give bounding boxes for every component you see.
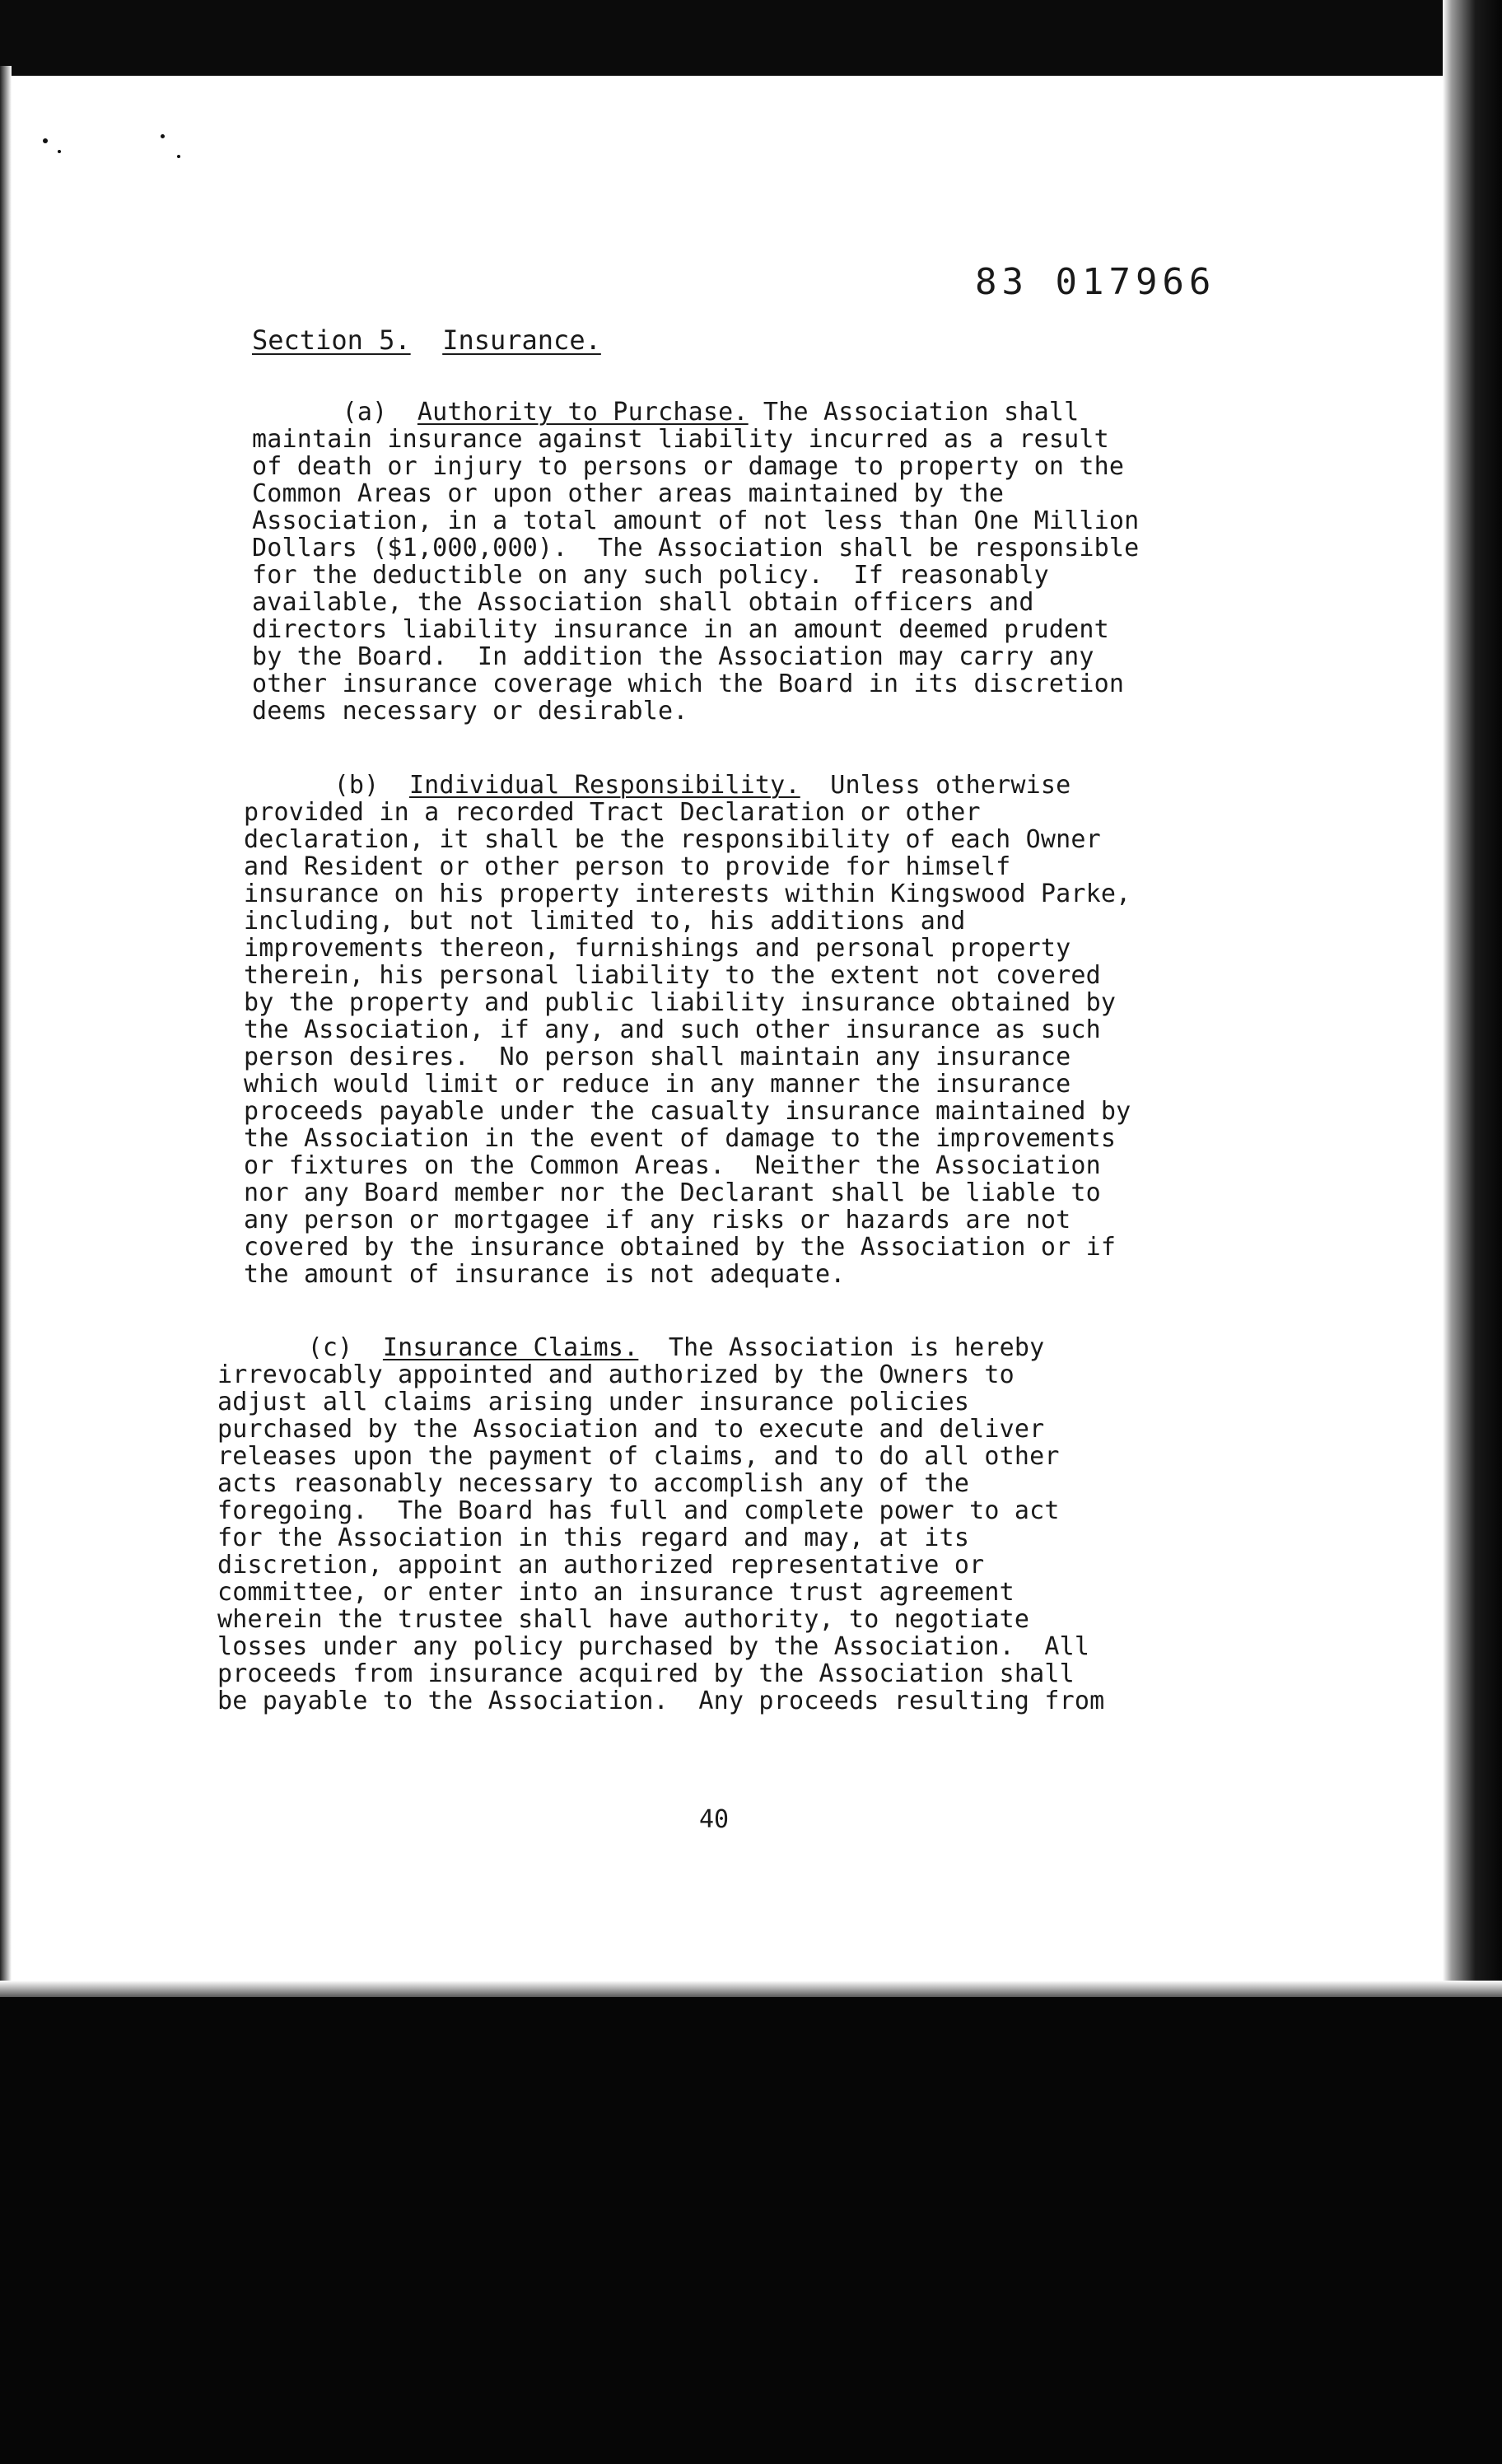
- paragraph-line: and Resident or other person to provide for himself: [244, 852, 1011, 881]
- paragraph-first-line: [252, 399, 1139, 426]
- paragraph-line: person desires. No person shall maintain any insurance: [244, 1043, 1071, 1071]
- paragraph-line: improvements thereon, furnishings and personal property: [244, 934, 1071, 963]
- paragraph-line: by the Board. In addition the Association may carry any: [252, 642, 1094, 671]
- paragraph-line: proceeds from insurance acquired by the Association shall: [217, 1659, 1075, 1688]
- paragraph-first-line: [244, 772, 1131, 799]
- document-number: 83 017966: [975, 261, 1216, 303]
- paragraph-line: provided in a recorded Tract Declaration or other: [244, 798, 981, 827]
- paragraph-line: the Association, if any, and such other insurance as such: [244, 1015, 1101, 1044]
- paragraph-line: directors liability insurance in an amount deemed prudent: [252, 615, 1109, 644]
- paragraph-marker: (b): [334, 771, 380, 800]
- paragraph-line: therein, his personal liability to the extent not covered: [244, 961, 1101, 990]
- paragraph-first-line-text: Unless otherwise: [800, 771, 1071, 800]
- paragraph-title: Individual Responsibility.: [408, 771, 800, 800]
- paragraph-line: or fixtures on the Common Areas. Neither the Association: [244, 1151, 1101, 1180]
- paragraph-first-line: [217, 1334, 1104, 1361]
- paragraph-line: insurance on his property interests within Kingswood Parke,: [244, 880, 1131, 908]
- paragraph-line: losses under any policy purchased by the Association. All: [217, 1632, 1090, 1661]
- paragraph-line: proceeds payable under the casualty insurance maintained by: [244, 1097, 1131, 1126]
- paragraph-line: of death or injury to persons or damage to property on the: [252, 452, 1125, 481]
- paragraph-line: purchased by the Association and to execute and deliver: [217, 1415, 1045, 1444]
- paragraph-insurance-claims: [217, 1334, 1104, 1715]
- paragraph-title: Insurance Claims.: [382, 1333, 639, 1362]
- scan-border-left: [0, 66, 12, 2009]
- paragraph-line: maintain insurance against liability incurred as a result: [252, 425, 1109, 454]
- section-heading: [252, 324, 601, 356]
- paragraph-line: foregoing. The Board has full and complete power to act: [217, 1496, 1060, 1525]
- document-page: [12, 76, 1443, 1997]
- scan-border-bottom: [0, 1997, 1502, 2464]
- paragraph-line: covered by the insurance obtained by the Association or if: [244, 1233, 1117, 1262]
- section-heading-prefix: Section 5.: [252, 324, 411, 356]
- paragraph-line: deems necessary or desirable.: [252, 697, 688, 726]
- paragraph-line: any person or mortgagee if any risks or hazards are not: [244, 1206, 1071, 1234]
- paragraph-line: by the property and public liability insurance obtained by: [244, 988, 1117, 1017]
- paragraph-individual-responsibility: [244, 772, 1131, 1288]
- page-number: 40: [699, 1805, 730, 1834]
- paragraph-line: be payable to the Association. Any proceeds resulting from: [217, 1687, 1105, 1715]
- paragraph-line: acts reasonably necessary to accomplish any of the: [217, 1469, 970, 1498]
- paragraph-authority-to-purchase: [252, 399, 1139, 725]
- paragraph-line: adjust all claims arising under insurance policies: [217, 1388, 970, 1416]
- paragraph-title: Authority to Purchase.: [417, 398, 749, 427]
- paragraph-first-line-text: The Association is hereby: [638, 1333, 1045, 1362]
- paragraph-line: irrevocably appointed and authorized by the Owners to: [217, 1360, 1015, 1389]
- paragraph-line: Association, in a total amount of not less than One Million: [252, 506, 1140, 535]
- paragraph-line: Dollars ($1,000,000). The Association shall be responsible: [252, 534, 1140, 562]
- paragraph-line: the amount of insurance is not adequate.: [244, 1260, 846, 1289]
- paragraph-line: other insurance coverage which the Board in its discretion: [252, 670, 1125, 698]
- paragraph-line: discretion, appoint an authorized representative or: [217, 1551, 985, 1580]
- paragraph-line: which would limit or reduce in any manner the insurance: [244, 1070, 1071, 1099]
- paragraph-first-line-text: The Association shall: [748, 398, 1080, 427]
- paragraph-line: committee, or enter into an insurance trust agreement: [217, 1578, 1015, 1607]
- paragraph-line: declaration, it shall be the responsibility of each Owner: [244, 825, 1101, 854]
- paragraph-line: for the Association in this regard and may, at its: [217, 1524, 970, 1552]
- paragraph-line: for the deductible on any such policy. If reasonably: [252, 561, 1049, 590]
- paragraph-marker: (a): [342, 398, 388, 427]
- section-heading-title: Insurance.: [442, 324, 601, 356]
- scan-border-right: [1443, 0, 1502, 2026]
- paragraph-line: Common Areas or upon other areas maintained by the: [252, 479, 1005, 508]
- paragraph-line: including, but not limited to, his additions and: [244, 907, 966, 936]
- paragraph-line: the Association in the event of damage to the improvements: [244, 1124, 1117, 1153]
- paragraph-line: available, the Association shall obtain officers and: [252, 588, 1034, 617]
- scan-border-top: [0, 0, 1502, 76]
- paragraph-line: nor any Board member nor the Declarant shall be liable to: [244, 1178, 1101, 1207]
- paragraph-line: releases upon the payment of claims, and to do all other: [217, 1442, 1060, 1471]
- paragraph-marker: (c): [307, 1333, 353, 1362]
- paragraph-line: wherein the trustee shall have authority, to negotiate: [217, 1605, 1030, 1634]
